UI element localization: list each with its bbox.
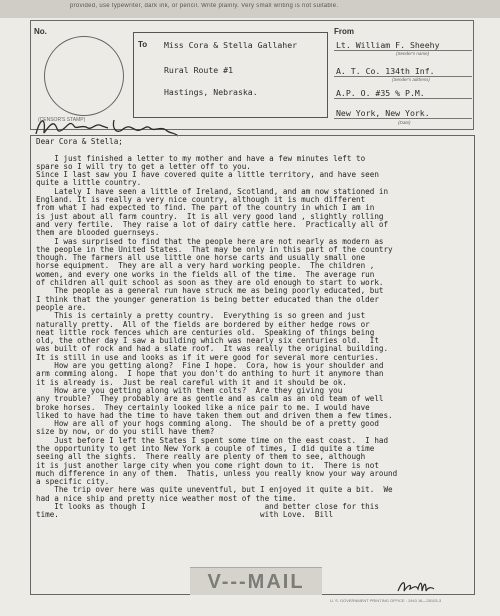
sender-city: New York, New York. [336,108,430,118]
letter-line: This is certainly a pretty country. Everything is so green and just [36,311,366,321]
letter-line: it is already is. Just be real careful with it and it should be ok. [36,377,347,387]
letter-line: seeing all the sights. There really are plenty of them to see, although [36,452,366,462]
letter-line: of children all quit school as soon as they are old enough to start to work. [36,278,384,288]
letter-line: I think that the younger generation is being better educated than the older [36,294,379,304]
letter-line: liked to have had the time to have taken them out and driven them a few times. [36,410,393,420]
letter-line: How are you getting along? Fine I hope. Cora, how is your shoulder and [36,361,384,371]
letter-line: How are you getting along with them colts? Are they giving you [36,385,343,395]
sender-address-caption: (Sender's address) [392,77,430,82]
sender-unit: A. T. Co. 134th Inf. [336,66,435,76]
date-caption: (Date) [398,120,411,125]
letter-line: them are blooded guernseys. [36,228,160,238]
letter-line: was built of rock and had a slate roof. It was really the original building. [36,344,389,354]
printing-office-footer: U. S. GOVERNMENT PRINTING OFFICE : 1943 16—28103-3 [330,598,442,603]
letter-line: broke horses. They certainly looked like a nice pair to me. I would have [36,402,370,412]
letter-line: I just finished a letter to my mother and have a few minutes left to [36,153,366,163]
letter-line: Dear Cora & Stella; [36,137,123,146]
letter-line: the people in the United States. That may be only in this part of the country [36,244,393,254]
recipient-city: Hastings, Nebraska. [164,87,258,97]
letter-body [36,138,476,520]
letter-line: Lately I have seen a little of Ireland, Scotland, and am now stationed in [36,186,389,196]
letter-line: the opportunity to get into New York a couple of times, I did quite a time [36,443,375,453]
letter-line: much difference in any of them. Thatis, unless you really know your way around [36,468,398,478]
letter-line: It is still in use and looks as if it were good for several more centuries. [36,352,379,362]
letter-line: is just about all farm country. It is all very good land , slightly rolling [36,211,384,221]
letter-line: people are. [36,302,87,312]
number-label: No. [34,27,47,36]
instructions-strip [0,0,500,18]
to-label: To [138,40,148,49]
letter-line: Just before I left the States I spent some time on the east coast. I had [36,435,389,445]
censor-stamp-circle [44,36,124,116]
letter-line: a specific city. [36,477,110,487]
letter-line: had a nice ship and pretty nice weather most of the time. [36,493,297,503]
letter-line: spare so I will try to get a letter off to you. [36,161,251,171]
letter-line: neat little rock fences which are centuries old. Speaking of things being [36,327,375,337]
letter-line: any trouble? They probably are as gentle and as calm as an old team of well [36,394,384,404]
letter-line: How are all of your hogs comming along. The should be of a pretty good [36,419,379,429]
date-rule [334,118,472,119]
sender-name: Lt. William F. Sheehy [336,40,440,50]
letter-line: It looks as though I and better close for this [36,502,379,512]
recipient-address-line: Rural Route #1 [164,65,234,75]
letter-line: Since I last saw you I have covered quite a little territory, and have seen [36,170,379,180]
from-label: From [334,27,354,36]
vmail-logo-text: V---MAIL [207,571,305,593]
sender-apo-rule [334,98,472,99]
letter-line: women, and every one works in the fields all of the time. The average run [36,269,375,279]
letter-line: The people as a general run have struck me as being poorly educated, but [36,286,384,296]
bill-signature-image [396,577,436,595]
letter-line: arm comming along. I hope that you don't do anthing to hurt it anymore than [36,369,384,379]
letter-line: England. It is really a very nice country, although it is much different [36,195,366,205]
letter-line: time. with Love. Bill [36,510,334,520]
censor-stamp-label: (CENSOR'S STAMP) [38,117,86,123]
vmail-logo [190,567,322,595]
letter-line: from what I had expected to find. The part of the country in which I am in [36,203,375,213]
sender-apo: A.P. O. #35 % P.M. [336,88,425,98]
letter-line: size by now, or do you still have them? [36,427,215,437]
form-instructions: provided, use typewriter, dark ink, or pencil. Write plainly. Very small writing is not suitable. [70,3,339,9]
letter-line: naturally pretty. All of the fields are bordered by either hedge rows or [36,319,370,329]
recipient-name: Miss Cora & Stella Gallaher [164,40,298,50]
letter-line: quite a little country. [36,178,142,188]
letter-line: old, the other day I saw a building which was nearly six centuries old. It [36,336,379,346]
letter-line: it is just another large city when you come right down to it. There is not [36,460,379,470]
letter-line: though. The farmers all use little one horse carts and usually small one [36,253,366,263]
letter-line: The trip over here was quite uneventful, but I enjoyed it quite a bit. We [36,485,393,495]
letter-line: and very fertile. They raise a lot of dairy cattle here. Practically all of [36,219,389,229]
letter-line: I was surprised to find that the people here are not nearly as modern as [36,236,384,246]
letter-line: horse equipment. They are all a very hard working people. The children , [36,261,375,271]
sender-name-caption: (Sender's name) [396,51,430,56]
